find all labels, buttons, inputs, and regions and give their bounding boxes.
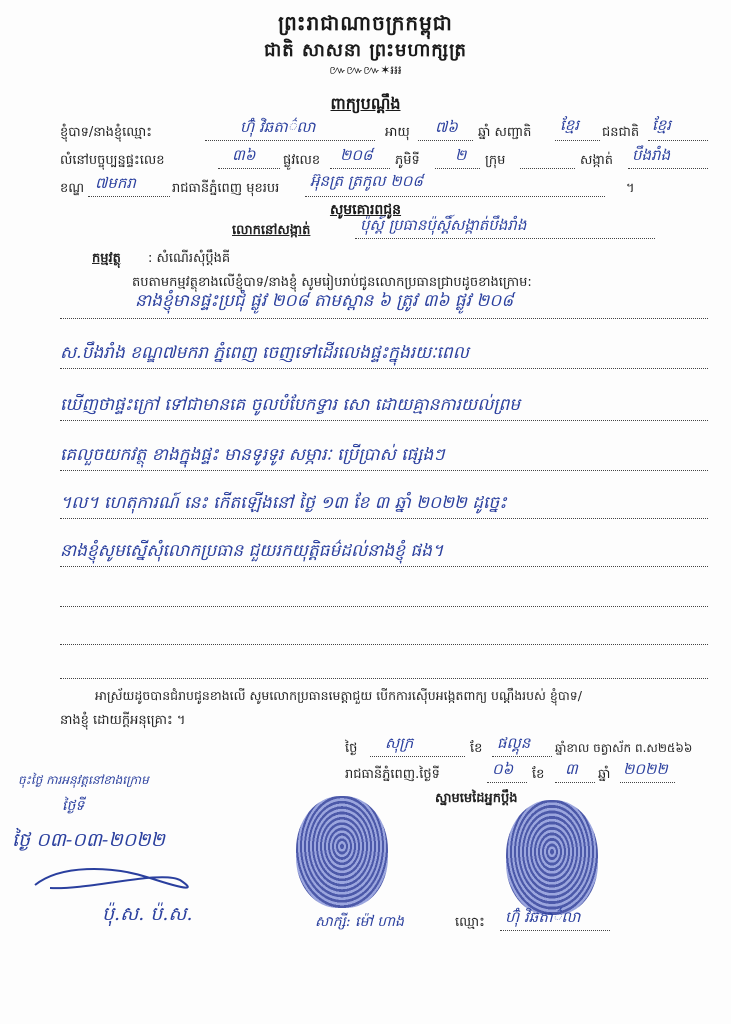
ethnicity-label: ជនជាតិ xyxy=(602,125,640,140)
body-dotline-8 xyxy=(60,644,708,645)
subject-label: កម្មវត្ថុ xyxy=(92,251,121,266)
ornament-divider: ៚៚៚✶៛៛៛ xyxy=(329,63,402,77)
village-number: ២ xyxy=(455,146,467,164)
name-value: ហ៊ុំ វិឆតា៌លា xyxy=(240,118,316,136)
date-year: ២០២២ xyxy=(623,760,668,778)
body-line-3: ឃើញថាផ្ទះក្រៅ ទៅជាមានគេ ចូលបំបែកទ្វារ សោ ដោយគ្មានការយល់ព្រម xyxy=(60,395,521,415)
national-motto: ជាតិ សាសនា ព្រះមហាក្សត្រ xyxy=(264,40,467,61)
month-value: ផល្គុន xyxy=(497,734,531,752)
nationality-label: ឆ្នាំ សញ្ជាតិ xyxy=(478,125,532,140)
closing-text: អាស្រ័យដូចបានជំរាបជូនខាងលើ សូមលោកប្រធានមេត្តាជួយ បើកការស៊ើបអង្កេតពាក្យ បណ្តឹងរបស់ ខ្ញុំបាទ/ xyxy=(95,688,582,703)
address-label: លំនៅបច្ចុប្បន្នផ្ទះលេខ xyxy=(60,153,165,168)
body-dotline-4 xyxy=(60,470,708,471)
body-dotline-7 xyxy=(60,606,708,607)
house-number: ៣៦ xyxy=(232,146,256,164)
name-label: ខ្ញុំបាទ/នាងខ្ញុំឈ្មោះ xyxy=(60,125,152,140)
request-heading: សូមគោរពជូន xyxy=(329,202,402,218)
body-dotline-2 xyxy=(60,368,708,369)
district-value: ៧មករា xyxy=(95,174,136,192)
date-month-dotline xyxy=(555,782,595,783)
intro-text: តបតាមកម្មវត្ថុខាងលើខ្ញុំបាទ/នាងខ្ញុំ សូមរៀបរាប់ជូនលោកប្រធានជ្រាបដូចខាងក្រោម: xyxy=(132,275,532,290)
witness-fingerprint xyxy=(296,796,388,908)
date-day-dotline xyxy=(487,782,527,783)
district-label: ខណ្ឌ xyxy=(60,181,85,196)
signer-name-value: ហ៊ុំ វិឆតា៌លា xyxy=(505,908,581,926)
body-line-2: ស.បឹងរាំង ខណ្ឌ៧មករា ភ្នំពេញ ចេញទៅដើរលេងផ្ទះក្នុងរយៈពេល xyxy=(60,343,469,363)
district-dotline xyxy=(88,196,170,197)
village-label: ភូមិទី xyxy=(395,153,420,168)
street-dotline xyxy=(330,168,390,169)
officer-signature-scribble xyxy=(30,860,200,900)
house-dotline xyxy=(218,168,280,169)
nationality-value: ខ្មែរ xyxy=(560,116,580,134)
body-dotline-6 xyxy=(60,566,708,567)
street-number: ២០៨ xyxy=(340,146,373,164)
age-label: អាយុ xyxy=(385,125,410,140)
day-label: ថ្ងៃ xyxy=(345,741,358,756)
group-label: ក្រុម xyxy=(485,153,506,168)
closing-text-2: នាងខ្ញុំ ដោយក្តីអនុគ្រោះ ។ xyxy=(60,713,186,728)
body-dotline-5 xyxy=(60,518,708,519)
commune-dotline xyxy=(628,168,708,169)
commune-value: បឹងរាំង xyxy=(632,146,671,164)
nationality-dotline xyxy=(555,140,600,141)
officer-date-note: ថ្ងៃ ០៣-០៣-២០២២ xyxy=(12,829,165,851)
officer-signature-text: ប៉ុ.ស. ប៉.ស. xyxy=(102,903,193,925)
officer-note-2: ថ្ងៃទី xyxy=(62,798,85,814)
recipient-dotline xyxy=(355,238,655,239)
signer-name-dotline xyxy=(500,930,610,931)
body-line-4: គេលួចយកវត្ថុ ខាងក្នុងផ្ទះ មានទូរទូរ សម្ភារៈ ប្រើប្រាស់ ផ្សេងៗ xyxy=(60,445,445,465)
group-dotline xyxy=(520,168,575,169)
body-dotline-9 xyxy=(60,678,708,679)
commune-label: សង្កាត់ xyxy=(580,153,614,168)
witness-name: សាក្សី: ម៉ៅ ហាង xyxy=(315,914,404,930)
month-dotline xyxy=(492,756,552,757)
name-dotline xyxy=(205,140,375,141)
date-year-dotline xyxy=(620,782,675,783)
age-dotline xyxy=(418,140,473,141)
date-month-label: ខែ xyxy=(532,767,545,782)
date-day: ០៦ xyxy=(492,760,514,778)
complainant-thumbprint-label: ស្នាមមេដៃអ្នកប្តឹង xyxy=(435,791,518,806)
body-line-5: ។ល។ ហេតុការណ៍ នេះ កើតឡើងនៅ ថ្ងៃ ១៣ ខែ ៣ ឆ្នាំ ២០២២ ដូច្នេះ xyxy=(60,493,507,513)
year-label: ឆ្នាំខាល ចត្វាស័ក ព.ស២៥៦៦ xyxy=(555,741,693,755)
date-year-label: ឆ្នាំ xyxy=(598,767,611,782)
body-dotline-3 xyxy=(60,420,708,421)
day-dotline xyxy=(370,756,465,757)
line3-end-mark: ។ xyxy=(626,181,635,196)
ethnicity-dotline xyxy=(648,140,708,141)
body-line-1: នាងខ្ញុំមានផ្ទះប្រជុំ ផ្លូវ ២០៨ តាមស្ពាន ៦ ត្រូវ ៣៦ ផ្លូវ ២០៨ xyxy=(135,291,514,311)
body-dotline-1 xyxy=(60,318,708,319)
day-value: សុក្រ xyxy=(385,734,414,752)
subject-value: : សំណើរសុំប្តឹងគី xyxy=(148,251,231,266)
complainant-fingerprint xyxy=(506,800,598,915)
ethnicity-value: ខ្មែរ xyxy=(652,116,672,134)
city-occupation-label: រាជធានីភ្នំពេញ មុខរបរ xyxy=(172,181,280,196)
street-label: ផ្លូវលេខ xyxy=(283,153,321,168)
occupation-dotline xyxy=(305,196,605,197)
month-label: ខែ xyxy=(470,741,483,756)
date-month: ៣ xyxy=(565,760,578,778)
body-line-6: នាងខ្ញុំសូមស្នើសុំលោកប្រធាន ជួយរកយុត្តិធម៌ដល់នាងខ្ញុំ ផង។ xyxy=(60,541,444,561)
officer-note-1: ចុះថ្ងៃ ការអនុវត្តនៅខាងក្រោម xyxy=(18,773,149,787)
document-title: ពាក្យបណ្តឹង xyxy=(330,94,401,113)
occupation-value: អ៊ុនត្រ ត្រកូល ២០៨ xyxy=(310,172,423,190)
recipient-value: ប៉ុស្ត៍ ប្រធានប៉ុស្តិ៍សង្កាត់បឹងរាំង xyxy=(360,216,527,234)
place-label: រាជធានីភ្នំពេញ.ថ្ងៃទី xyxy=(345,767,440,782)
village-dotline xyxy=(435,168,480,169)
kingdom-heading: ព្រះរាជាណាចក្រកម្ពុជា xyxy=(278,11,453,35)
age-value: ៧៦ xyxy=(435,118,458,136)
signer-name-label: ឈ្មោះ xyxy=(455,915,485,930)
recipient-label: លោកនៅសង្កាត់ xyxy=(232,223,311,238)
